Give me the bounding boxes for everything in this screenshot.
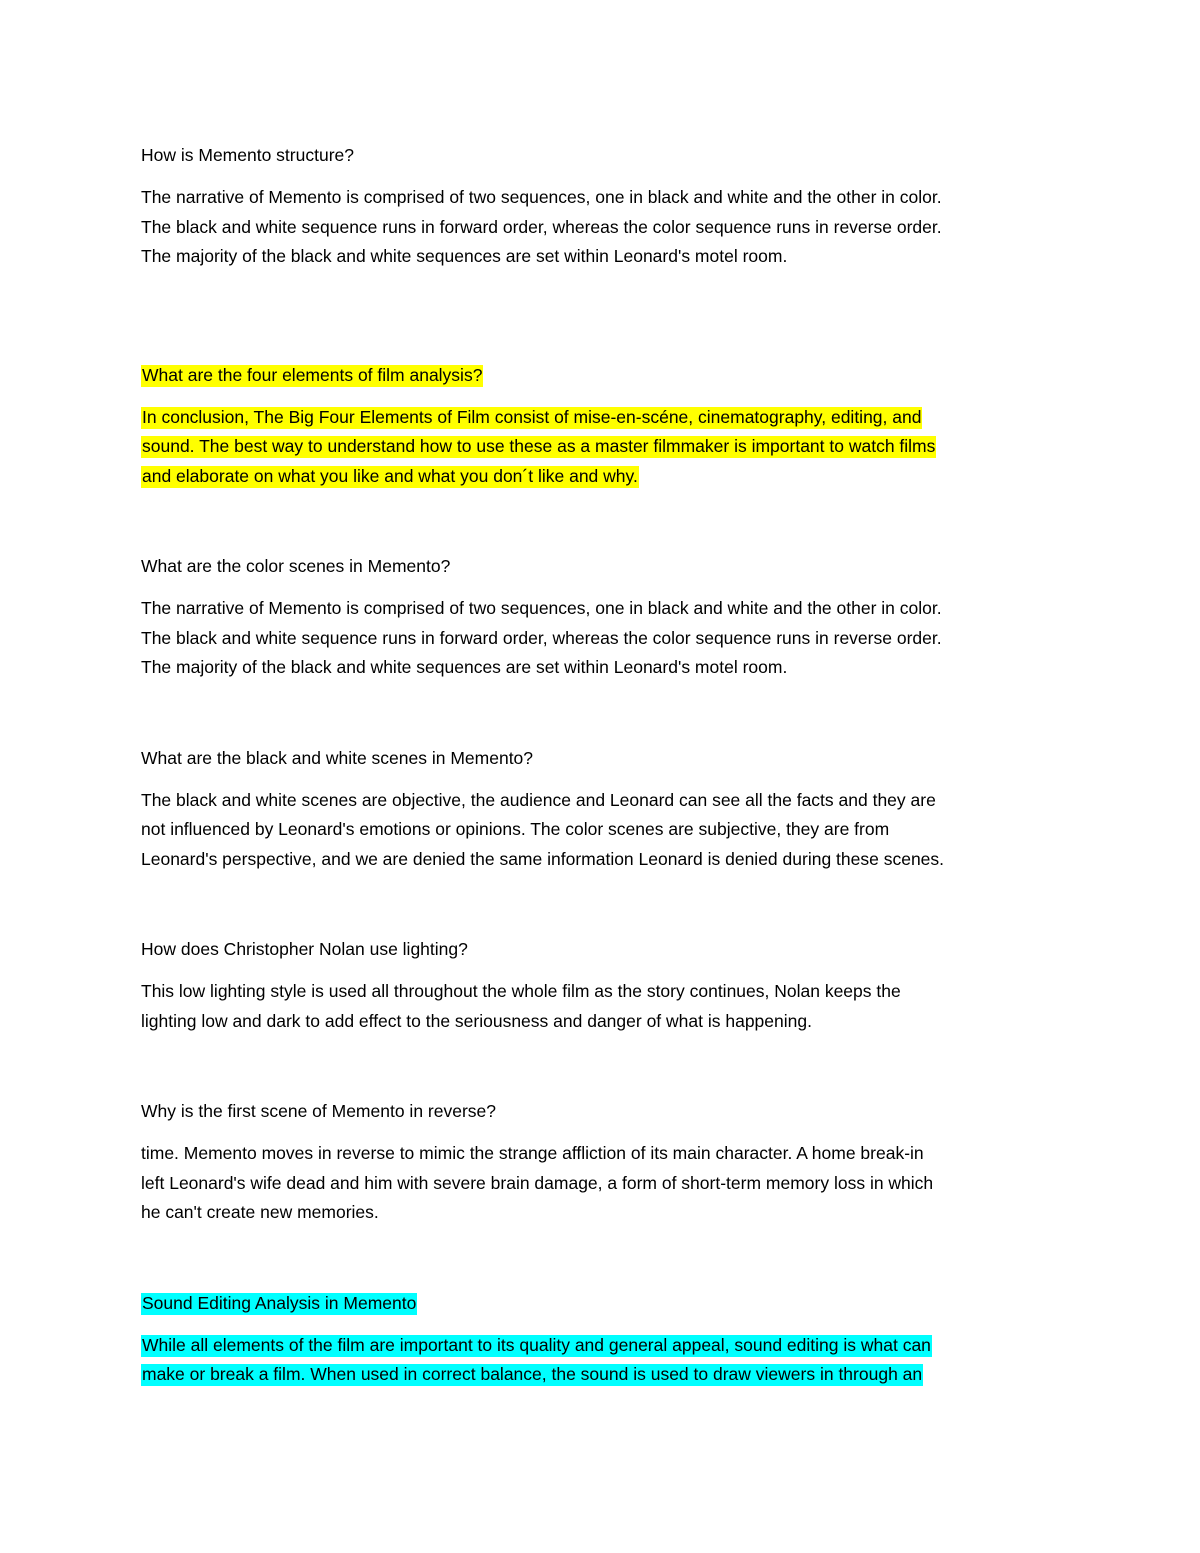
answer-line: he can't create new memories. (141, 1202, 379, 1222)
answer-line: The black and white sequence runs in forward order, whereas the color sequence runs in reverse order. (141, 216, 942, 237)
answer-line: While all elements of the film are important to its quality and general appeal, sound editing is what can (142, 1334, 931, 1355)
question-heading: What are the four elements of film analysis? (142, 364, 483, 385)
question-heading: Why is the first scene of Memento in reverse? (141, 1101, 496, 1121)
question-heading: How does Christopher Nolan use lighting? (141, 939, 468, 959)
answer-line: The narrative of Memento is comprised of two sequences, one in black and white and the other in color. (141, 598, 942, 618)
answer-paragraph (141, 403, 1061, 492)
answer-line: The majority of the black and white sequences are set within Leonard's motel room. (141, 246, 788, 266)
section-nolan-lighting (141, 934, 1061, 1036)
answer-paragraph (141, 1331, 1061, 1390)
section-memento-structure (141, 140, 1061, 272)
answer-line: The narrative of Memento is comprised of two sequences, one in black and white and the other in color. (141, 187, 942, 207)
question-heading: What are the black and white scenes in Memento? (141, 747, 534, 768)
answer-line: not influenced by Leonard's emotions or opinions. The color scenes are subjective, they are from (141, 819, 890, 839)
answer-paragraph (141, 183, 1061, 272)
answer-line: sound. The best way to understand how to use these as a master filmmaker is important to watch films (142, 436, 936, 456)
answer-line: In conclusion, The Big Four Elements of Film consist of mise-en-scéne, cinematography, editing, and (142, 406, 922, 427)
section-sound-editing (141, 1288, 1061, 1390)
answer-line: time. Memento moves in reverse to mimic the strange affliction of its main character. A home break-in (141, 1143, 924, 1163)
section-black-white-scenes (141, 743, 1061, 875)
answer-line: This low lighting style is used all throughout the whole film as the story continues, Nolan keeps the (141, 981, 901, 1001)
question-heading: What are the color scenes in Memento? (141, 556, 451, 576)
answer-paragraph (141, 786, 1061, 875)
answer-line: lighting low and dark to add effect to the seriousness and danger of what is happening. (141, 1010, 812, 1031)
question-heading: How is Memento structure? (141, 145, 354, 165)
section-four-elements (141, 360, 1061, 492)
answer-paragraph (141, 1139, 1061, 1228)
question-heading: Sound Editing Analysis in Memento (142, 1292, 417, 1313)
section-first-scene-reverse (141, 1096, 1061, 1228)
answer-line: The black and white scenes are objective, the audience and Leonard can see all the facts and they are (141, 789, 936, 810)
answer-line: The majority of the black and white sequences are set within Leonard's motel room. (141, 657, 788, 677)
answer-line: and elaborate on what you like and what you don´t like and why. (142, 465, 638, 486)
answer-line: The black and white sequence runs in forward order, whereas the color sequence runs in reverse order. (141, 627, 942, 648)
answer-paragraph (141, 594, 1061, 683)
document-body (141, 140, 1061, 1390)
answer-line: make or break a film. When used in correct balance, the sound is used to draw viewers in through an (142, 1364, 923, 1384)
answer-paragraph (141, 977, 1061, 1036)
answer-line: left Leonard's wife dead and him with severe brain damage, a form of short-term memory loss in which (141, 1172, 934, 1193)
section-color-scenes (141, 551, 1061, 683)
answer-line: Leonard's perspective, and we are denied the same information Leonard is denied during these scenes. (141, 848, 945, 869)
